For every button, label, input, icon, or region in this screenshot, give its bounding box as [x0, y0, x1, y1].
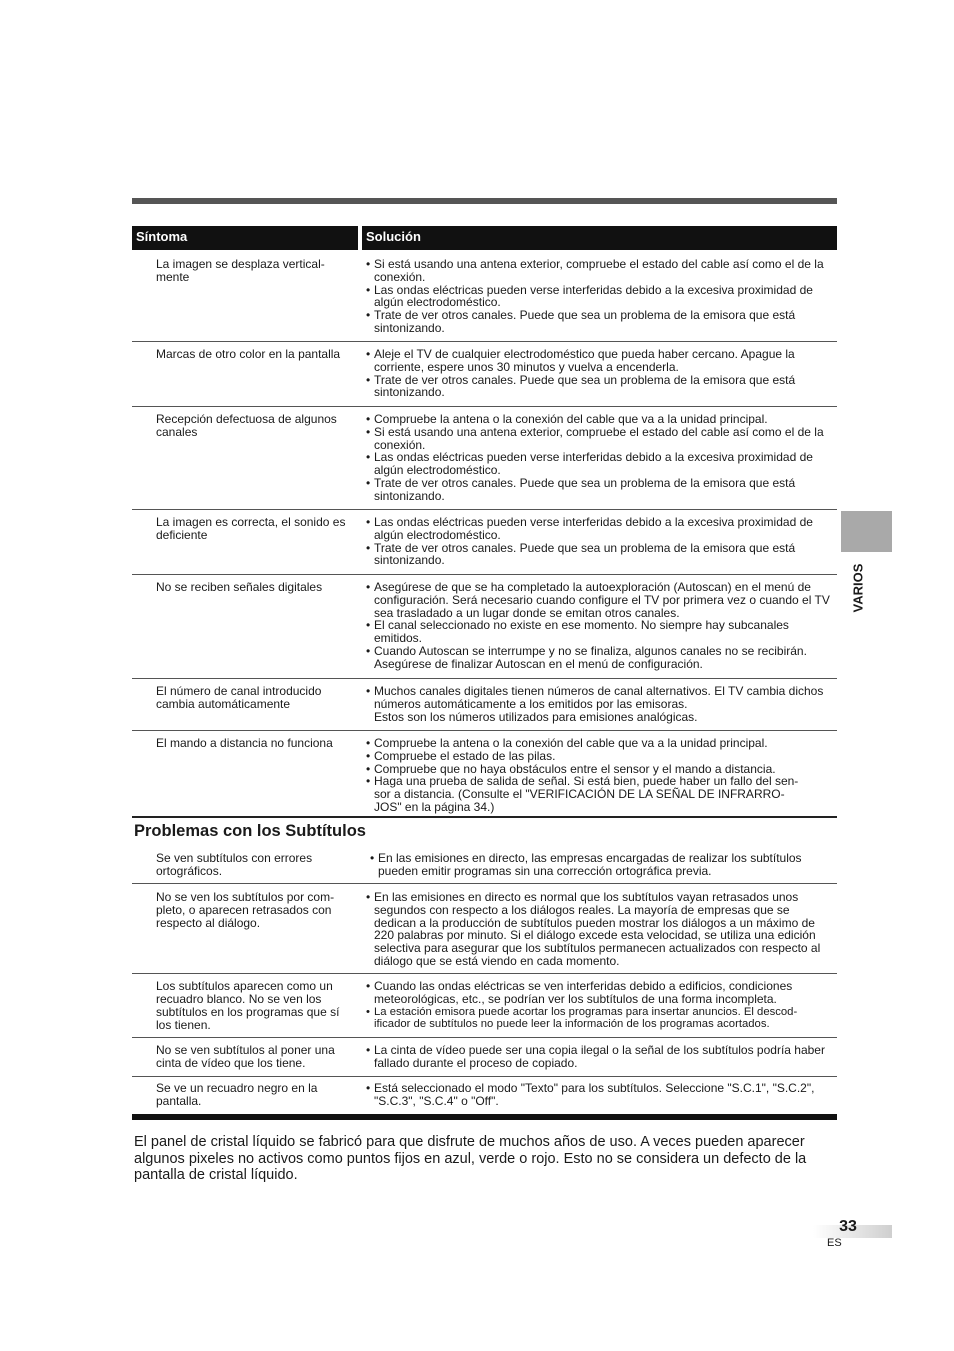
solution-item: • La cinta de vídeo puede ser una copia ilegal o la señal de los subtítulos podría haber fallado durante el proceso de copiado.: [366, 1043, 825, 1070]
table-row: [132, 510, 837, 575]
solution-item: • Compruebe que no haya obstáculos entre el sensor y el mando a distancia.: [366, 761, 776, 776]
solution-item: • Si está usando una antena exterior, compruebe el estado del cable así como el de la conexión.: [366, 257, 824, 284]
troubleshooting-table: [132, 250, 837, 821]
solution-item: • Compruebe la antena o la conexión del cable que va a la unidad principal.: [366, 736, 768, 750]
table-row: [132, 342, 837, 407]
solution-list: [366, 1077, 832, 1108]
table-row: [132, 731, 837, 821]
symptom-text: No se ven los subtítulos por com- pleto, o aparecen retrasados con respecto al diálogo.: [156, 890, 335, 930]
table-row: [132, 1038, 837, 1077]
solution-list: [366, 974, 832, 1031]
symptom-text: La imagen es correcta, el sonido es deficiente: [156, 515, 346, 542]
symptom-text: El número de canal introducido cambia automáticamente: [156, 684, 322, 711]
header-symptom: Síntoma: [132, 226, 358, 250]
solution-list: [366, 731, 832, 814]
symptom-text: No se ven subtítulos al poner una cinta de vídeo que los tiene.: [156, 1043, 335, 1070]
page-language: ES: [827, 1237, 842, 1249]
table-row: [132, 974, 837, 1038]
lcd-note: El panel de cristal líquido se fabricó para que disfrute de muchos años de uso. A veces pueden aparecer algunos pixeles no activos como puntos fijos en azul, verde o rojo. Esto no se considera un defecto de la pantalla de cristal líquido.: [134, 1134, 807, 1183]
section-divider: [132, 816, 837, 818]
solution-item: • En las emisiones en directo, las empresas encargadas de realizar los subtítulos pueden emitir programas sin una corrección ortográfica previa.: [370, 851, 802, 878]
solution-item: • Muchos canales digitales tienen números de canal alternativos. El TV cambia dichos números automáticamente a los emitidos por las emisoras. Estos son los números utilizados para emisiones analógicas.: [366, 684, 824, 724]
solution-item: • Trate de ver otros canales. Puede que sea un problema de la emisora que está sintonizando.: [366, 475, 796, 503]
solution-list: [366, 884, 832, 968]
solution-list: [366, 250, 832, 335]
table-header: [132, 226, 837, 250]
side-tab-label: VARIOS: [850, 563, 866, 613]
solution-list: [366, 407, 832, 503]
solution-item: • Está seleccionado el modo "Texto" para los subtítulos. Seleccione "S.C.1", "S.C.2", "S.C.3", "S.C.4" o "Off".: [366, 1081, 815, 1108]
subtitles-table: [132, 846, 837, 1115]
solution-item: • Compruebe la antena o la conexión del cable que va a la unidad principal.: [366, 412, 768, 426]
solution-item: • Las ondas eléctricas pueden verse interferidas debido a la excesiva proximidad de algún electrodoméstico.: [366, 282, 813, 310]
solution-item: • Las ondas eléctricas pueden verse interferidas debido a la excesiva proximidad de algún electrodoméstico.: [366, 515, 813, 542]
solution-list: [366, 679, 832, 723]
solution-item: • Trate de ver otros canales. Puede que sea un problema de la emisora que está sintonizando.: [366, 372, 796, 400]
section-heading: Problemas con los Subtítulos: [134, 822, 366, 840]
symptom-text: No se reciben señales digitales: [156, 580, 323, 594]
side-tab: [841, 511, 892, 552]
top-rule: [132, 198, 837, 204]
solution-item: • Si está usando una antena exterior, compruebe el estado del cable así como el de la conexión.: [366, 424, 824, 452]
symptom-text: Los subtítulos aparecen como un recuadro blanco. No se ven los subtítulos en los programas que sí los tienen.: [156, 979, 340, 1032]
table-row: [132, 407, 837, 510]
table-row: [132, 1077, 837, 1115]
symptom-text: El mando a distancia no funciona: [156, 736, 333, 750]
table-row: [132, 250, 837, 342]
symptom-text: Marcas de otro color en la pantalla: [156, 347, 341, 361]
symptom-text: La imagen se desplaza vertical- mente: [156, 257, 325, 284]
solution-list: [370, 846, 836, 878]
solution-item: • Compruebe el estado de las pilas.: [366, 748, 556, 763]
solution-item: • Asegúrese de que se ha completado la autoexploración (Autoscan) en el menú de configuración. Será necesario cuando configure el TV por primera vez o cuando el TV sea trasladado a un lugar donde se emitan otros canales.: [366, 580, 830, 620]
solution-item: • Las ondas eléctricas pueden verse interferidas debido a la excesiva proximidad de algún electrodoméstico.: [366, 450, 813, 478]
solution-item: • Haga una prueba de salida de señal. Si está bien, puede haber un fallo del sen- sor a distancia. (Consulte el "VERIFICACIÓN DE LA SEÑAL DE INFRARRO- JOS" en la página 34.): [366, 774, 799, 814]
symptom-text: Recepción defectuosa de algunos canales: [156, 412, 337, 439]
solution-list: [366, 1038, 832, 1070]
solution-list: [366, 575, 832, 671]
symptom-text: Se ven subtítulos con errores ortográficos.: [156, 851, 313, 878]
solution-item: • Cuando las ondas eléctricas se ven interferidas debido a edificios, condiciones meteorológicas, etc., se podrían ver los subtítulos de una forma incompleta.: [366, 979, 793, 1006]
symptom-text: Se ve un recuadro negro en la pantalla.: [156, 1081, 318, 1108]
table-row: [132, 884, 837, 974]
solution-item: • Cuando Autoscan se interrumpe y no se finaliza, algunos canales no se recibirán. Asegúrese de finalizar Autoscan en el menú de configuración.: [366, 643, 807, 671]
solution-item: • En las emisiones en directo es normal que los subtítulos vayan retrasados unos segundos con respecto a los diálogos reales. La mayoría de empresas que se dedican a la producción de subtítulos pueden mostrar los diálogos a un máximo de 220 palabras por minuto. Si el diálogo excede esta velocidad, se utiliza una edición selectiva para asegurar que los subtítulos permanecen actualizados con respecto al diálogo que se está viendo en cada momento.: [366, 890, 821, 968]
page-number: 33: [839, 1218, 857, 1235]
solution-item: • Trate de ver otros canales. Puede que sea un problema de la emisora que está sintonizando.: [366, 308, 796, 335]
bottom-rule: [132, 1114, 837, 1120]
solution-item: • Trate de ver otros canales. Puede que sea un problema de la emisora que está sintonizando.: [366, 540, 796, 568]
table-row: [132, 679, 837, 731]
solution-item: • El canal seleccionado no existe en ese momento. No siempre hay subcanales emitidos.: [366, 618, 789, 646]
solution-item: • Aleje el TV de cualquier electrodoméstico que pueda haber cercano. Apague la corriente, espere unos 30 minutos y vuelva a encenderla.: [366, 347, 795, 374]
table-row: [132, 846, 837, 884]
solution-item: • La estación emisora puede acortar los programas para insertar anuncios. El descod- ificador de subtítulos no puede leer la información de los programas acortados.: [366, 1005, 798, 1031]
solution-list: [366, 510, 832, 567]
table-row: [132, 575, 837, 679]
header-solution: Solución: [362, 226, 837, 250]
solution-list: [366, 342, 832, 399]
